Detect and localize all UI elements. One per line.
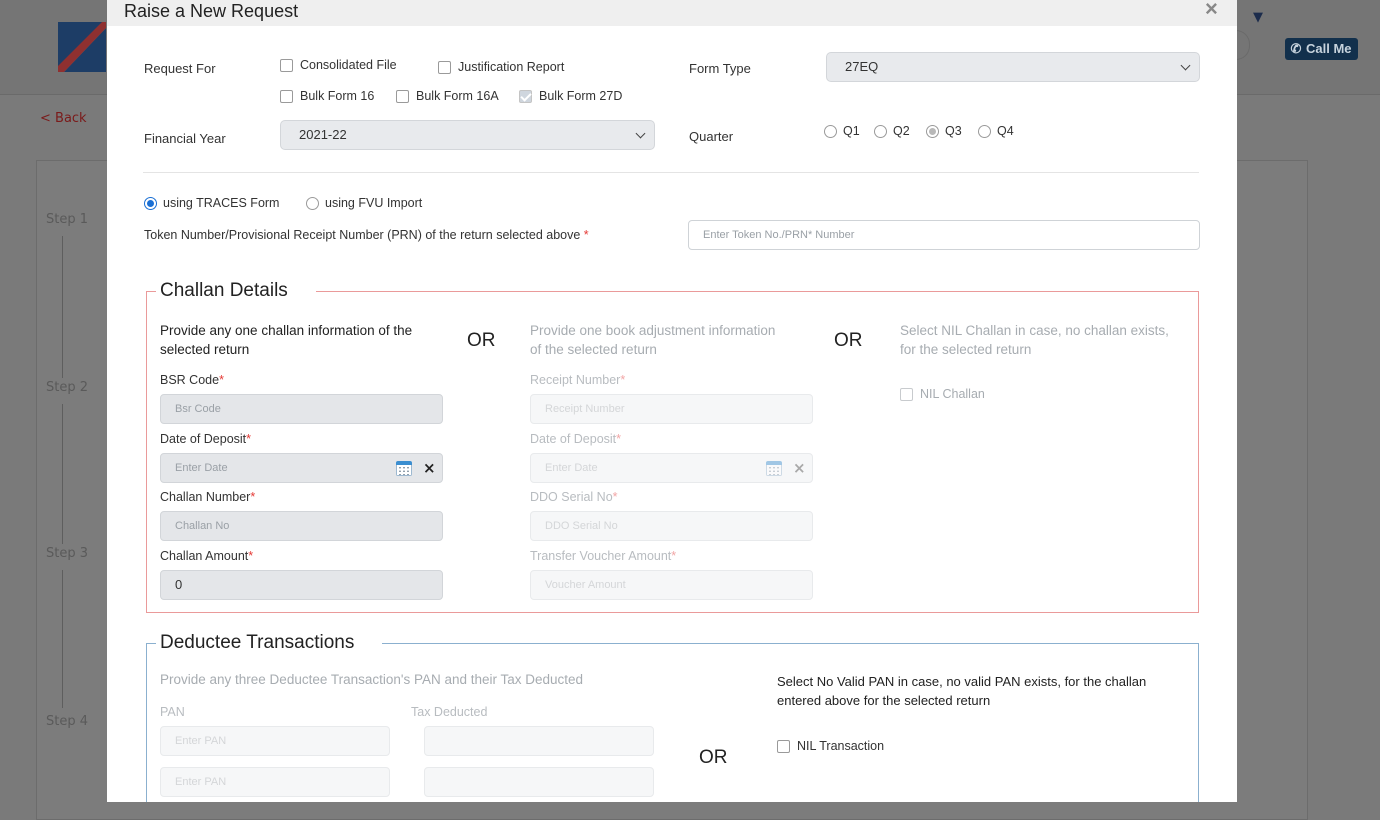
radio-q1[interactable]	[824, 124, 860, 138]
checkbox-box[interactable]	[280, 90, 293, 103]
challan-amount-label-text: Challan Amount	[160, 549, 249, 563]
clear-date-icon[interactable]: ×	[793, 459, 806, 477]
bsr-code-input[interactable]: Bsr Code	[160, 394, 443, 424]
token-label-text: Token Number/Provisional Receipt Number (PRN) of the return selected above	[144, 228, 581, 242]
call-me-label: Call Me	[1306, 41, 1352, 56]
checkbox-bulk-form-16a[interactable]	[396, 89, 499, 103]
radio-label: Q2	[893, 124, 910, 138]
book-date-of-deposit-label-text: Date of Deposit	[530, 432, 617, 446]
checkbox-label: Bulk Form 16	[300, 89, 375, 103]
checkbox-box[interactable]	[438, 61, 451, 74]
ddo-serial-label	[530, 490, 618, 504]
bsr-code-label-text: BSR Code	[160, 373, 220, 387]
book-adjustment-intro-text: Provide one book adjustment information of the selected return	[530, 323, 776, 357]
nil-transaction-intro-text: Select No Valid PAN in case, no valid PAN exists, for the challan entered above for the selected return	[777, 674, 1147, 708]
or-separator: OR	[467, 330, 496, 351]
radio-label: Q1	[843, 124, 860, 138]
pan-column-label: PAN	[160, 705, 185, 719]
checkbox-bulk-form-27d[interactable]	[519, 89, 622, 103]
challan-details-legend: Challan Details	[156, 280, 316, 302]
radio-q4[interactable]	[978, 124, 1014, 138]
checkbox-label: NIL Transaction	[797, 739, 885, 753]
company-logo	[58, 22, 106, 72]
step-4-label: Step 4	[46, 714, 89, 729]
checkbox-nil-challan[interactable]	[900, 387, 985, 401]
required-asterisk: *	[219, 373, 224, 387]
checkbox-label: Bulk Form 16A	[416, 89, 499, 103]
or-separator: OR	[699, 747, 728, 768]
form-type-value: 27EQ	[845, 59, 879, 74]
ddo-serial-input[interactable]: DDO Serial No	[530, 511, 813, 541]
close-icon[interactable]: ×	[1205, 0, 1218, 21]
required-asterisk: *	[583, 228, 589, 242]
radio-q3[interactable]	[926, 124, 962, 138]
required-asterisk: *	[248, 549, 254, 563]
radio-q2[interactable]	[874, 124, 910, 138]
radio-label: Q3	[945, 124, 962, 138]
deductee-intro-text: Provide any three Deductee Transaction's PAN and their Tax Deducted	[160, 672, 584, 687]
required-asterisk: *	[246, 432, 252, 446]
radio-label: Q4	[997, 124, 1014, 138]
radio-button[interactable]	[978, 125, 991, 138]
radio-button[interactable]	[874, 125, 887, 138]
financial-year-value: 2021-22	[299, 127, 347, 142]
checkbox-box[interactable]	[777, 740, 790, 753]
modal-header	[107, 0, 1237, 26]
phone-icon: ✆	[1290, 41, 1302, 56]
chevron-down-icon	[636, 129, 646, 139]
deductee-transactions-legend: Deductee Transactions	[156, 632, 382, 654]
checkbox-label: Justification Report	[458, 60, 565, 74]
user-menu-caret-icon[interactable]: ▼	[1253, 10, 1263, 25]
radio-label: using FVU Import	[325, 196, 423, 210]
checkbox-label: NIL Challan	[920, 387, 985, 401]
checkbox-box[interactable]	[280, 59, 293, 72]
quarter-label: Quarter	[689, 129, 734, 144]
challan-intro-text: Provide any one challan information of the selected return	[160, 323, 413, 357]
required-asterisk: *	[671, 549, 677, 563]
checkbox-box-checked[interactable]	[519, 90, 532, 103]
challan-amount-label	[160, 549, 253, 563]
voucher-amount-input[interactable]: Voucher Amount	[530, 570, 813, 600]
call-me-button[interactable]	[1285, 38, 1358, 60]
radio-button-selected[interactable]	[144, 197, 157, 210]
step-2-label: Step 2	[46, 380, 89, 395]
radio-button[interactable]	[824, 125, 837, 138]
book-date-of-deposit-input[interactable]: Enter Date	[530, 453, 813, 483]
receipt-number-label	[530, 373, 625, 387]
radio-label: using TRACES Form	[163, 196, 280, 210]
challan-number-label-text: Challan Number	[160, 490, 251, 504]
checkbox-label: Bulk Form 27D	[539, 89, 623, 103]
tax-deducted-input[interactable]	[424, 767, 654, 797]
checkbox-label: Consolidated File	[300, 58, 397, 72]
receipt-number-input[interactable]: Receipt Number	[530, 394, 813, 424]
ddo-serial-label-text: DDO Serial No	[530, 490, 613, 504]
tax-deducted-column-label: Tax Deducted	[411, 705, 488, 719]
token-label	[144, 228, 589, 242]
required-asterisk: *	[616, 432, 622, 446]
date-of-deposit-label-text: Date of Deposit	[160, 432, 247, 446]
calendar-icon[interactable]	[396, 461, 412, 476]
checkbox-bulk-form-16[interactable]	[280, 89, 374, 103]
token-number-input[interactable]: Enter Token No./PRN* Number	[688, 220, 1200, 250]
checkbox-box[interactable]	[900, 388, 913, 401]
tax-deducted-input[interactable]	[424, 726, 654, 756]
or-separator: OR	[834, 330, 863, 351]
step-1-label: Step 1	[46, 212, 89, 227]
radio-using-traces-form[interactable]	[144, 196, 279, 210]
step-connector	[62, 404, 63, 544]
required-asterisk: *	[620, 373, 626, 387]
request-for-label: Request For	[144, 61, 216, 76]
voucher-amount-label	[530, 549, 676, 563]
challan-amount-input[interactable]: 0	[160, 570, 443, 600]
required-asterisk: *	[250, 490, 256, 504]
financial-year-label: Financial Year	[144, 131, 226, 146]
challan-number-label	[160, 490, 255, 504]
form-type-label: Form Type	[689, 61, 751, 76]
radio-using-fvu-import[interactable]	[304, 196, 422, 210]
checkbox-justification-report[interactable]	[438, 60, 564, 74]
nil-challan-intro-text: Select NIL Challan in case, no challan exists, for the selected return	[900, 323, 1169, 357]
voucher-amount-label-text: Transfer Voucher Amount	[530, 549, 672, 563]
calendar-icon[interactable]	[766, 461, 782, 476]
book-date-of-deposit-label	[530, 432, 621, 446]
step-connector	[62, 570, 63, 708]
pan-input[interactable]: Enter PAN	[160, 726, 390, 756]
financial-year-select[interactable]	[280, 120, 655, 150]
challan-number-input[interactable]: Challan No	[160, 511, 443, 541]
bsr-code-label	[160, 373, 224, 387]
step-connector	[62, 236, 63, 378]
back-link[interactable]: < Back	[40, 111, 87, 126]
chevron-down-icon	[1181, 61, 1191, 71]
step-3-label: Step 3	[46, 546, 89, 561]
section-divider	[143, 172, 1199, 173]
checkbox-box[interactable]	[396, 90, 409, 103]
pan-input[interactable]: Enter PAN	[160, 767, 390, 797]
radio-button[interactable]	[306, 197, 319, 210]
radio-button-selected[interactable]	[926, 125, 939, 138]
required-asterisk: *	[612, 490, 618, 504]
modal-title: Raise a New Request	[124, 1, 299, 21]
checkbox-consolidated-file[interactable]	[280, 58, 397, 72]
checkbox-nil-transaction[interactable]	[777, 739, 884, 753]
date-of-deposit-input[interactable]: Enter Date	[160, 453, 443, 483]
raise-request-modal	[107, 0, 1237, 802]
clear-date-icon[interactable]: ×	[423, 459, 436, 477]
receipt-number-label-text: Receipt Number	[530, 373, 621, 387]
date-of-deposit-label	[160, 432, 251, 446]
form-type-select[interactable]	[826, 52, 1200, 82]
